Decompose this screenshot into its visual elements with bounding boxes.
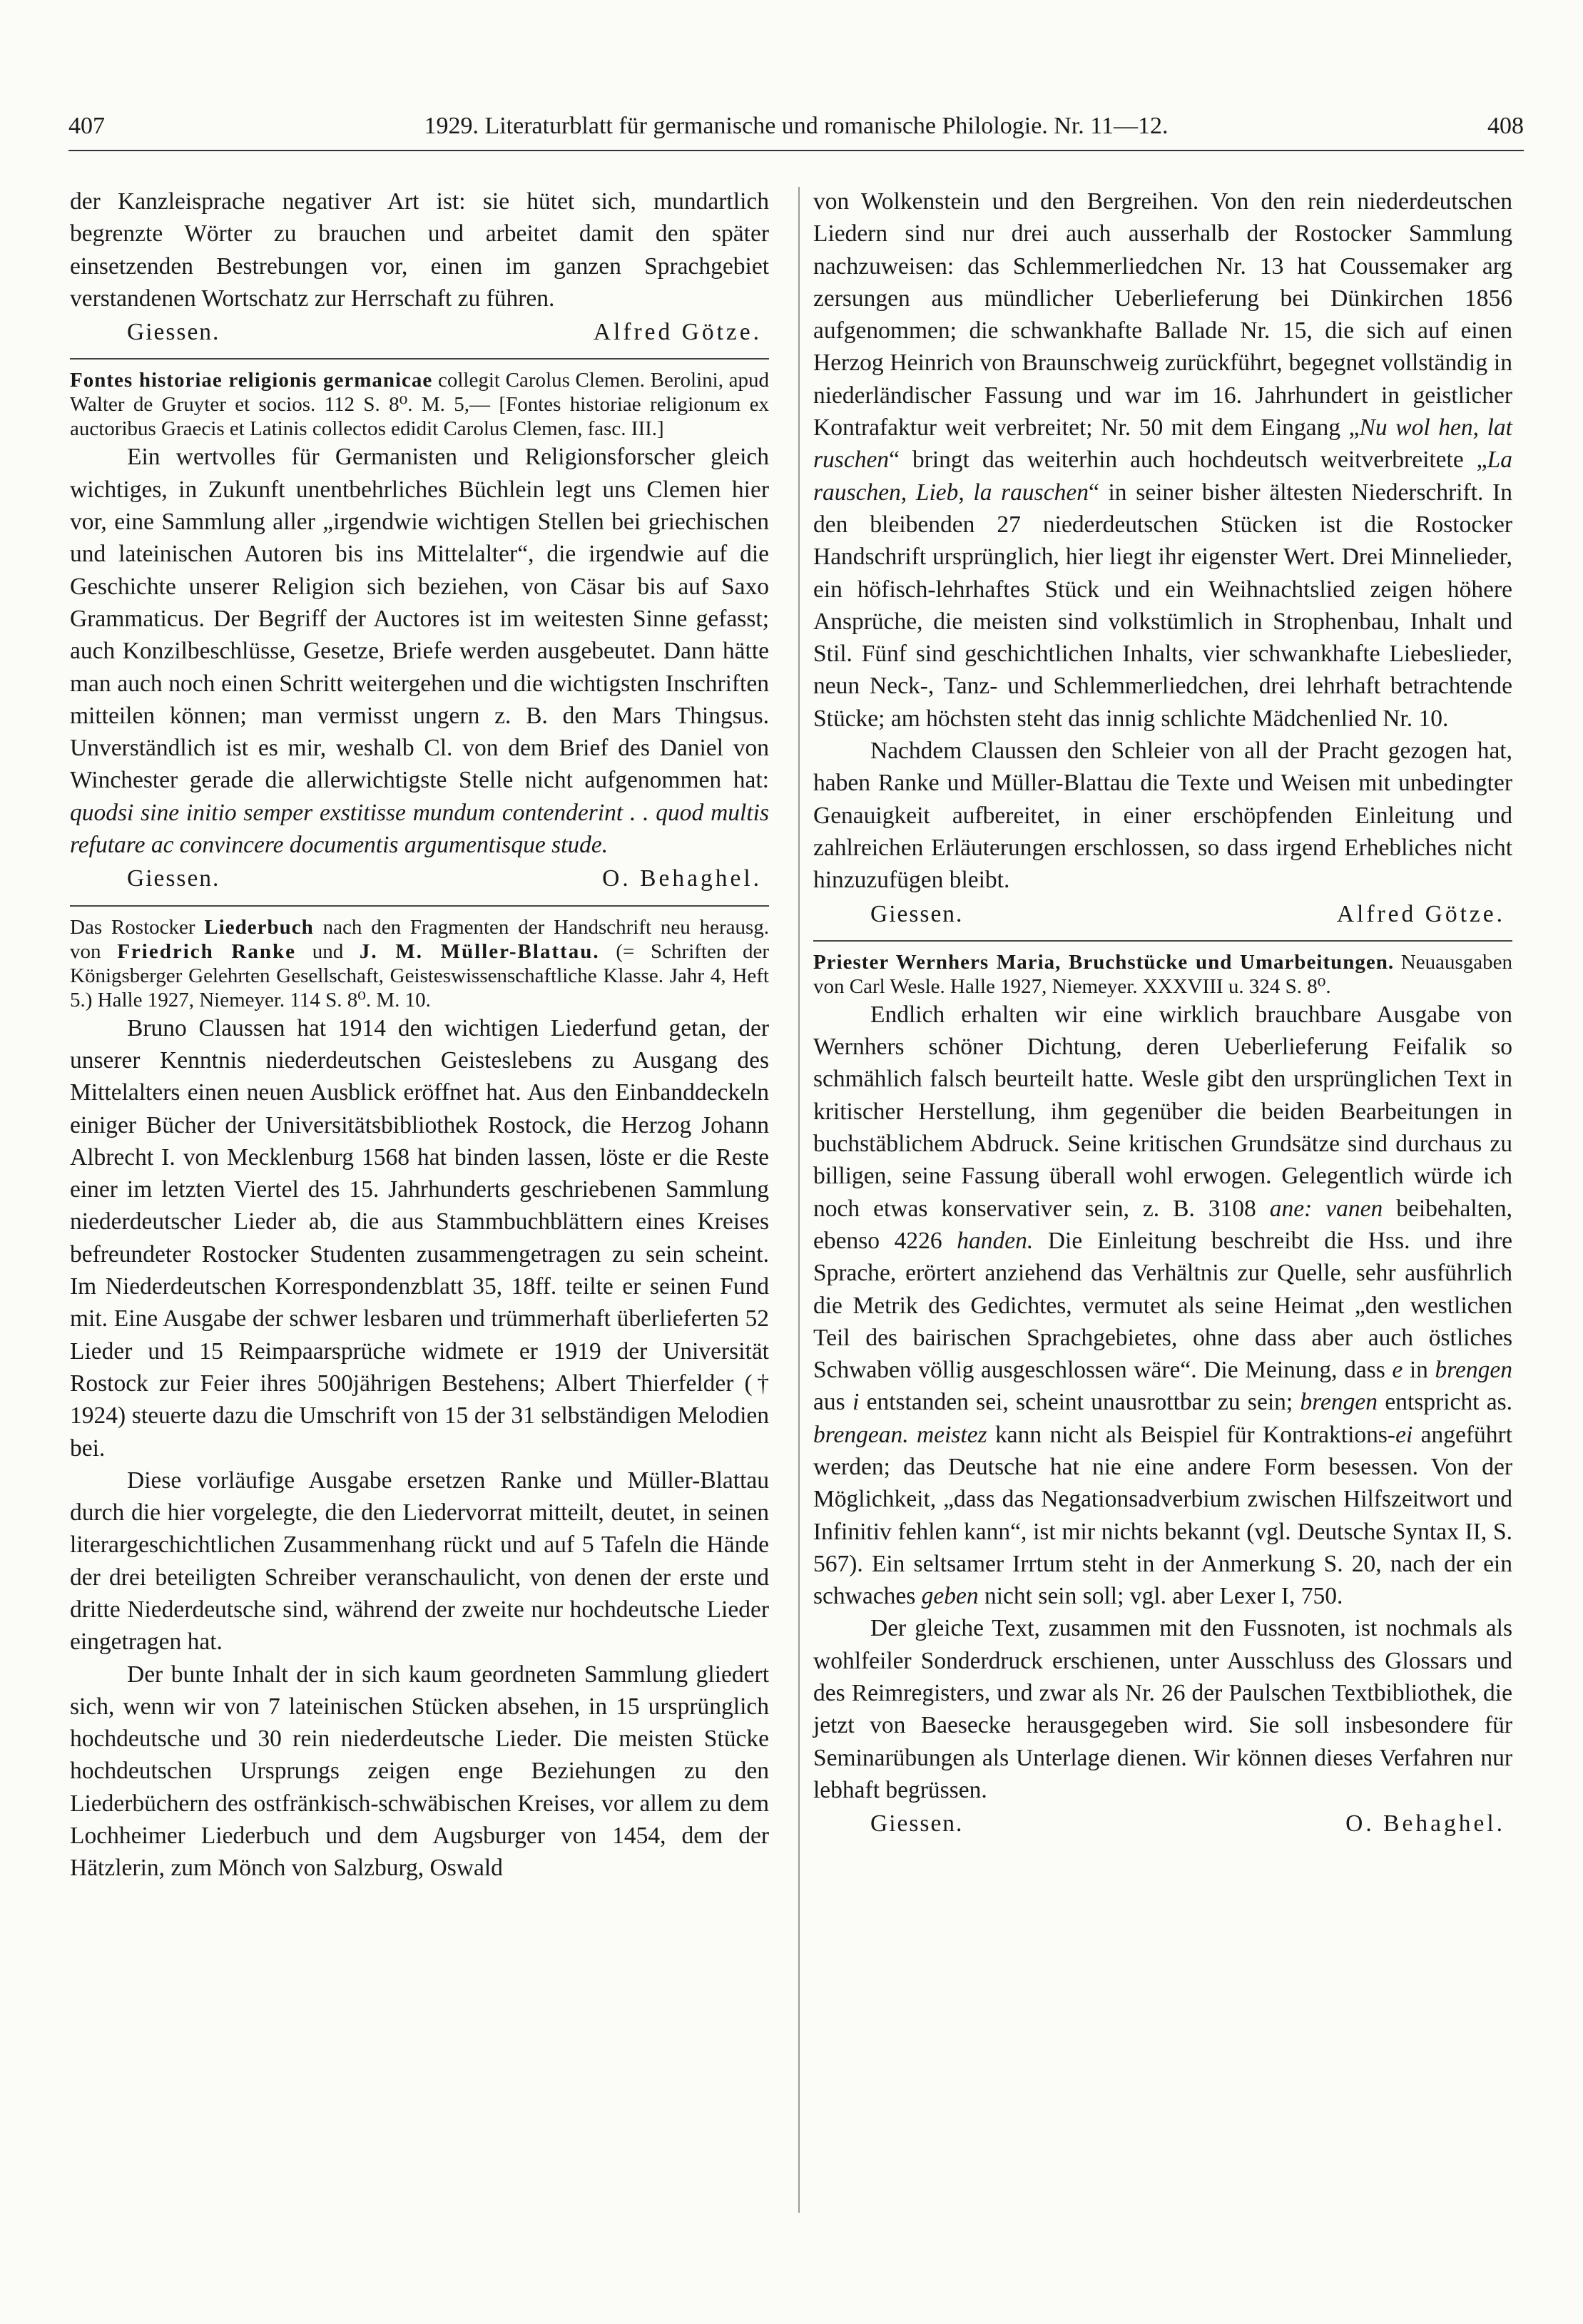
running-header <box>68 113 1524 156</box>
signature <box>813 1808 1512 1840</box>
review-title: Priester Wernhers Maria, Bruchstücke und Umarbeitungen. <box>813 950 1395 974</box>
review-heading <box>70 368 769 441</box>
review-heading-text: und <box>312 939 344 963</box>
word-form: i <box>852 1389 860 1416</box>
review-title: Liederbuch <box>204 915 314 939</box>
paragraph-text: angeführt werden; das Deutsche hat nie eine andere Form besessen. Von der Möglichkeit, „dass das Negationsadverbium zwischen Hilfszeitwort und Infinitiv fehlen kann“, ist mir nichts bekannt (vgl. Deutsche Syntax II, S. 567). Ein seltsamer Irrtum steht in der Anmerkung S. 20, nach der ein schwaches <box>813 1421 1513 1610</box>
column-divider <box>798 187 800 2213</box>
left-column <box>70 185 769 1885</box>
section-rule <box>70 905 769 907</box>
review-bibliography: Neuausgaben von Carl Wesle. Halle 1927, Niemeyer. XXXVIII u. 324 S. 8⁰. <box>813 950 1513 998</box>
editor-name: J. M. Müller-Blattau. <box>359 939 600 963</box>
review-paragraph <box>813 999 1512 1613</box>
paragraph-text: “ bringt das weiterhin auch hochdeutsch weitverbreitete „ <box>889 447 1487 474</box>
review-paragraph: Der bunte Inhalt der in sich kaum geordneten Sammlung gliedert sich, wenn wir von 7 lateinischen Stücken absehen, in 15 ursprünglich hochdeutsche und 30 rein niederdeutsche Lieder. Die meisten Stücke hochdeutschen Ursprungs zeigen enge Beziehungen zu den Liederbüchern des ostfränkisch-schwäbischen Kreises, vor allem zu dem Lochheimer Liederbuch und dem Augsburger von 1454, dem der Hätzlerin, zum Mönch von Salzburg, Oswald <box>70 1661 769 1882</box>
signature-city: Giessen. <box>127 865 220 892</box>
paragraph-text: nicht sein soll; vgl. aber Lexer I, 750. <box>984 1583 1343 1610</box>
journal-title: 1929. Literaturblatt für germanische und romanische Philologie. Nr. 11—12. <box>424 113 1169 139</box>
word-form: e <box>1392 1357 1403 1384</box>
signature-name: Alfred Götze. <box>1336 900 1505 927</box>
paragraph-text: “ in seiner bisher ältesten Niederschrift. In den bleibenden 27 niederdeutschen Stücken ist die Rostocker Handschrift ursprünglich, hier liegt ihr eigenster Wert. Drei Minnelieder, ein höfisch-lehrhaftes Stück und ein Weihnachtslied zeigen höhere Ansprüche, die meisten sind volkstümlich in Strophenbau, Inhalt und Stil. Fünf sind geschichtlichen Inhalts, vier schwankhafte Liebeslieder, neun Neck-, Tanz- und Schlemmerliedchen, drei lehrhaft betrachtende Stücke; am höchsten steht das innig schlichte Mädchenlied Nr. 10. <box>813 479 1512 732</box>
header-rule <box>68 150 1524 151</box>
word-form: brengean. meistez <box>813 1421 987 1448</box>
review-title: Fontes historiae religionis germanicae <box>70 369 433 392</box>
review-paragraph <box>70 441 769 861</box>
paragraph-text: beibehalten, ebenso 4226 <box>813 1195 1513 1254</box>
song-incipit: Nu wol hen, lat ruschen <box>813 414 1512 474</box>
right-column <box>813 185 1512 1840</box>
word-form: brengen <box>1435 1357 1513 1384</box>
page-number-right: 408 <box>1487 113 1524 139</box>
word-form: geben <box>921 1583 979 1610</box>
signature <box>813 898 1512 930</box>
signature-city: Giessen. <box>870 1810 964 1838</box>
review-heading-text: nach den Fragmenten der Handschrift neu herausg. von <box>70 915 770 963</box>
signature-city: Giessen. <box>870 900 964 927</box>
review-bibliography: (= Schriften der Königsberger Gelehrten Gesellschaft, Geisteswissenschaftliche Klasse. Jahr 4, Heft 5.) Halle 1927, Niemeyer. 114 S. 8⁰. M. 10. <box>70 939 770 1011</box>
review-heading-text: Das Rostocker <box>70 915 195 939</box>
signature <box>70 316 769 348</box>
continued-paragraph: der Kanzleisprache negativer Art ist: sie hütet sich, mundartlich begrenzte Wörter zu brauchen und arbeitet damit den später einsetzenden Bestrebungen vor, einen im ganzen Sprachgebiet verstandenen Wortschatz zur Herrschaft zu führen. <box>70 188 769 312</box>
paragraph-text: entspricht as. <box>1385 1389 1513 1416</box>
paragraph-text: Ein wertvolles für Germanisten und Religionsforscher gleich wichtiges, in Zukunft unentbehrliches Büchlein legt uns Clemen hier vor, eine Sammlung aller „irgendwie wichtigen Stellen bei griechischen und lateinischen Autoren bis ins Mittelalter“, die irgendwie auf die Geschichte unserer Religion sich beziehen, von Cäsar bis auf Saxo Grammaticus. Der Begriff der Auctores ist im weitesten Sinne gefasst; auch Konzilbeschlüsse, Gesetze, Briefe werden ausgebeutet. Dann hätte man auch noch einen Schritt weitergehen und die wichtigsten Inschriften mitteilen können; man vermisst ungern z. B. den Mars Thingsus. Unverständlich ist es mir, weshalb Cl. von dem Brief des Daniel von Winchester gerade die allerwichtigste Stelle nicht aufgenommen hat: <box>70 444 769 794</box>
review-heading <box>70 915 769 1012</box>
word-form: handen. <box>957 1227 1034 1254</box>
signature <box>70 862 769 895</box>
review-paragraph <box>813 185 1512 735</box>
signature-city: Giessen. <box>127 319 220 346</box>
review-paragraph: Nachdem Claussen den Schleier von all der Pracht gezogen hat, haben Ranke und Müller-Blattau die Texte und Weisen mit unbedingter Genauigkeit aufbereitet, in einer erschöpfenden Einleitung und zahlreichen Erläuterungen erschlossen, so dass irgend Erhebliches nicht hinzuzufügen bleibt. <box>813 738 1512 894</box>
paragraph-text: aus <box>813 1389 845 1416</box>
word-form: ane: vanen <box>1269 1195 1383 1222</box>
latin-quote: quodsi sine initio semper exstitisse mundum contenderint . . quod multis refutare ac convincere documentis argumentisque stude. <box>70 799 769 859</box>
word-form: brengen <box>1300 1389 1378 1416</box>
review-heading <box>813 950 1512 999</box>
review-paragraph: Bruno Claussen hat 1914 den wichtigen Liederfund getan, der unserer Kenntnis niederdeutschen Geisteslebens zu Ausgang des Mittelalters einen neuen Ausblick eröffnet hat. Aus den Einbanddeckeln einiger Bücher der Universitätsbibliothek Rostock, die Herzog Johann Albrecht I. von Mecklenburg 1568 hat binden lassen, löste er die Reste einer im letzten Viertel des 15. Jahrhunderts geschriebenen Sammlung niederdeutscher Lieder ab, die aus Stammbuchblättern eines Kreises befreundeter Rostocker Studenten zusammengetragen zu sein scheint. Im Niederdeutschen Korrespondenzblatt 35, 18ff. teilte er seinen Fund mit. Eine Ausgabe der schwer lesbaren und trümmerhaft überlieferten 52 Lieder und 15 Reimpaarsprüche widmete er 1919 der Universität Rostock zur Feier ihres 500jährigen Bestehens; Albert Thierfelder († 1924) steuerte dazu die Umschrift von 15 der 31 selbständigen Melodien bei. <box>70 1014 769 1462</box>
paragraph-text: von Wolkenstein und den Bergreihen. Von den rein niederdeutschen Liedern sind nur drei auch ausserhalb der Rostocker Sammlung nachzuweisen: das Schlemmerliedchen Nr. 13 hat Coussemaker arg zersungen aus mündlicher Ueberlieferung bei Dünkirchen 1856 aufgenommen; die schwankhafte Ballade Nr. 15, die sich auf einen Herzog Heinrich von Braunschweig zurückführt, begegnet vollständig in niederländischer Fassung und war im 16. Jahrhundert in geistlicher Kontrafaktur weit verbreitet; Nr. 50 mit dem Eingang „ <box>813 188 1512 442</box>
section-rule <box>813 940 1512 942</box>
review-bibliography: collegit Carolus Clemen. Berolini, apud Walter de Gruyter et socios. 112 S. 8⁰. M. 5,— [Fontes historiae religionum ex auctoribus Graecis et Latinis collectos edidit Carolus Clemen, fasc. III.] <box>70 369 770 441</box>
paragraph-text: kann nicht als Beispiel für Kontraktions- <box>995 1421 1396 1448</box>
paragraph-text: Endlich erhalten wir eine wirklich brauchbare Ausgabe von Wernhers schöner Dichtung, deren Ueberlieferung Feifalik so schmählich falsch beurteilt hatte. Wesle gibt den ursprünglichen Text in kritischer Herstellung, ihm gegenüber die beiden Bearbeitungen in buchstäblichem Abdruck. Seine kritischen Grundsätze sind durchaus zu billigen, seine Fassung überall wohl erwogen. Gelegentlich würde ich noch etwas konservativer sein, z. B. 3108 <box>813 1001 1512 1222</box>
signature-name: Alfred Götze. <box>593 319 762 346</box>
signature-name: O. Behaghel. <box>1345 1810 1505 1838</box>
page-number-left: 407 <box>68 113 105 139</box>
review-paragraph: Diese vorläufige Ausgabe ersetzen Ranke und Müller-Blattau durch die hier vorgelegte, die den Liedervorrat mitteilt, deutet, in seinen literargeschichtlichen Zusammenhang rückt und auf 5 Tafeln die Hände der drei beteiligten Schreiber veranschaulicht, von denen der erste und dritte Niederdeutsche sind, während der zweite nur hochdeutsche Lieder eingetragen hat. <box>70 1467 769 1656</box>
word-form: ei <box>1395 1421 1413 1448</box>
song-incipit: La rauschen, Lieb, la rauschen <box>813 447 1512 506</box>
review-paragraph: Der gleiche Text, zusammen mit den Fussnoten, ist nochmals als wohlfeiler Sonderdruck erschienen, unter Ausschluss des Glossars und des Reimregisters, und zwar als Nr. 26 der Paulschen Textbibliothek, die jetzt von Baesecke herausgegeben wird. Sie soll insbesondere für Seminarübungen als Unterlage dienen. Wir können dieses Verfahren nur lebhaft begrüssen. <box>813 1615 1512 1803</box>
paragraph-text: in <box>1409 1357 1428 1384</box>
paragraph-text: Die Einleitung beschreibt die Hss. und ihre Sprache, erörtert anziehend das Verhältnis zur Quelle, sehr ausführlich die Metrik des Gedichtes, vermutet als seine Heimat „den westlichen Teil des bairischen Sprachgebietes, ohne dass aber auch östliches Schwaben völlig ausgeschlossen wäre“. Die Meinung, dass <box>813 1227 1512 1384</box>
section-rule <box>70 358 769 360</box>
editor-name: Friedrich Ranke <box>117 939 297 963</box>
signature-name: O. Behaghel. <box>602 865 762 892</box>
paragraph-text: entstanden sei, scheint unausrottbar zu sein; <box>866 1389 1293 1416</box>
